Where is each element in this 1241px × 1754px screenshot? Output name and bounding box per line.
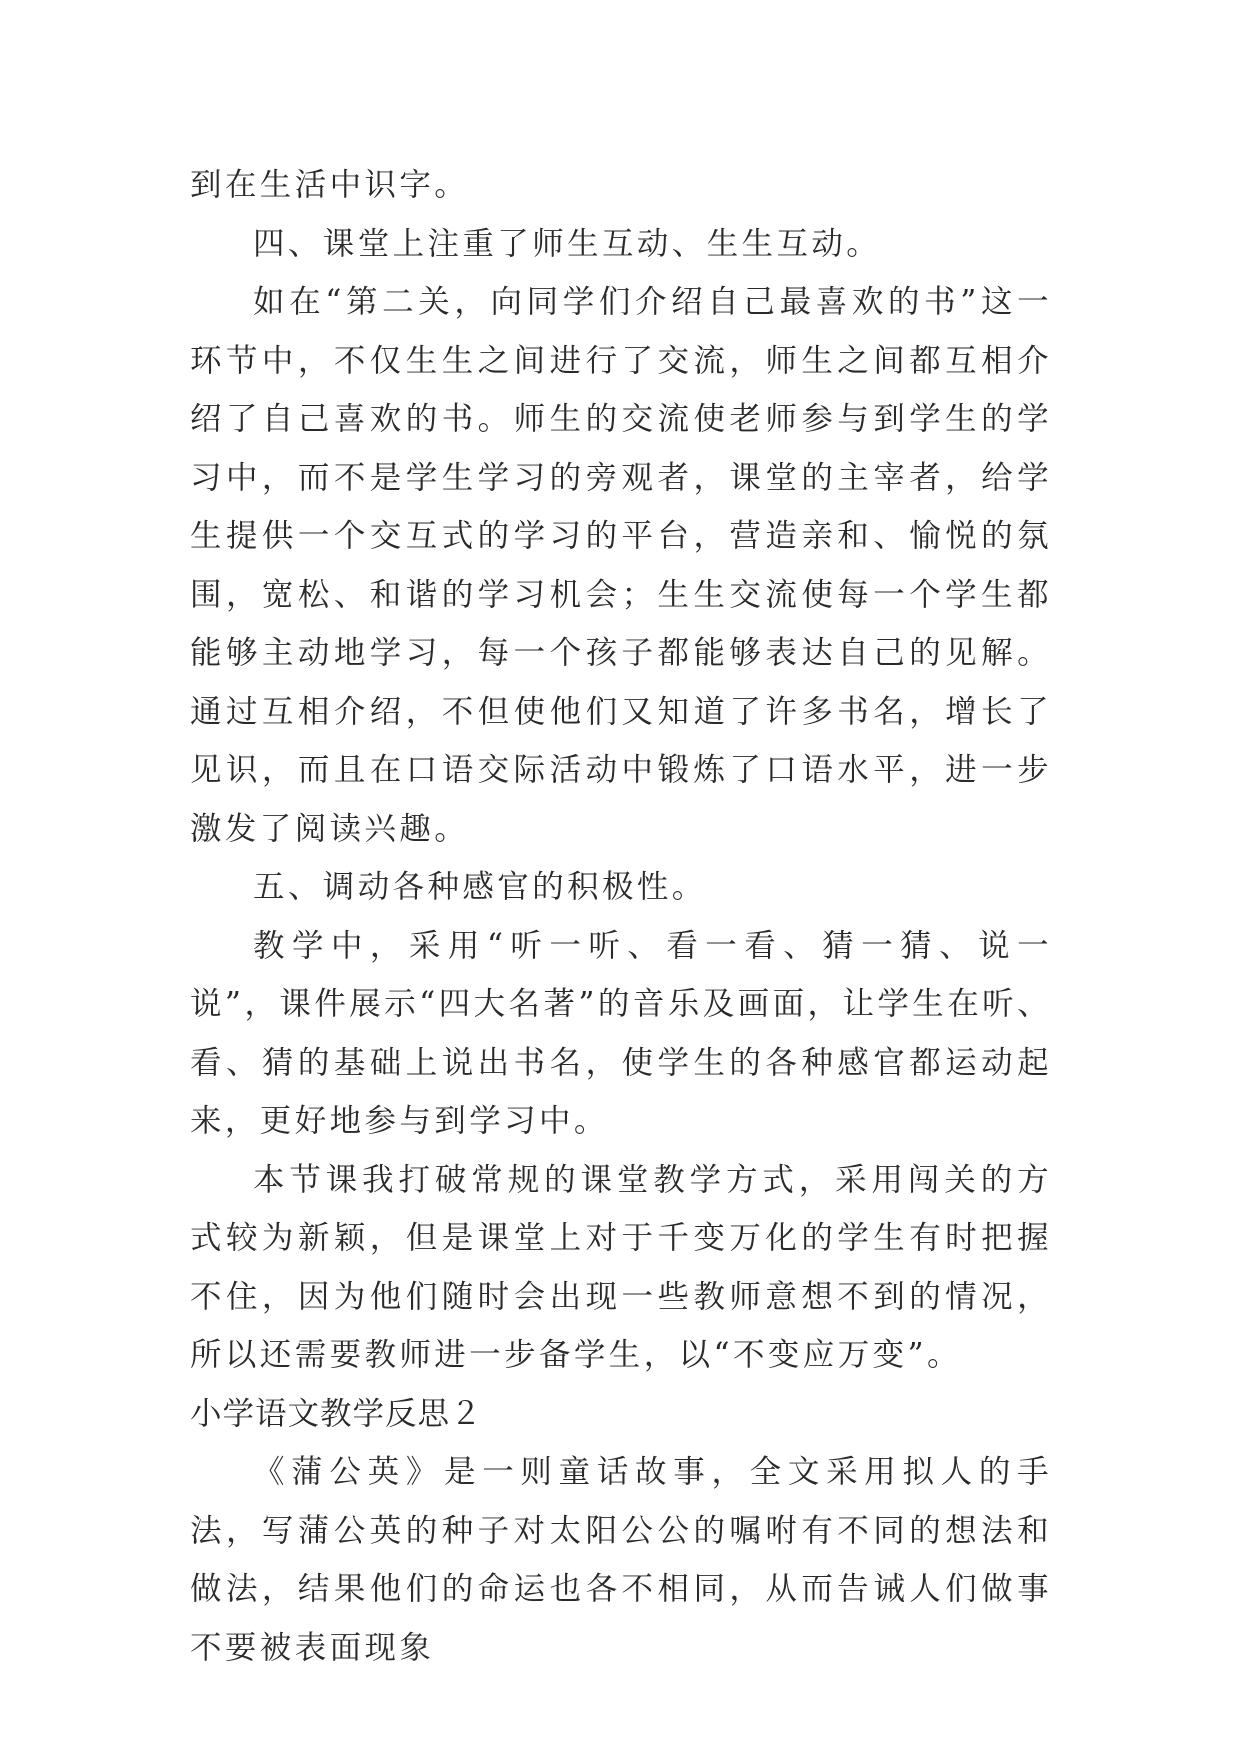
section-paragraph-1: 《蒲公英》是一则童话故事，全文采用拟人的手法，写蒲公英的种子对太阳公公的嘱咐有不同的想法和做法，结果他们的命运也各不相同，从而告诫人们做事不要被表面现象 [190,1454,1052,1666]
paragraph-heading-5: 五、调动各种感官的积极性。 [253,869,707,905]
document-body [190,156,1052,1677]
paragraph-3: 如在“第二关，向同学们介绍自己最喜欢的书”这一环节中，不仅生生之间进行了交流，师生之间都互相介绍了自己喜欢的书。师生的交流使老师参与到学生的学习中，而不是学生学习的旁观者，课堂的主宰者，给学生提供一个交互式的学习的平台，营造亲和、愉悦的氛围，宽松、和谐的学习机会；生生交流使每一个学生都能够主动地学习，每一个孩子都能够表达自己的见解。通过互相介绍，不但使他们又知道了许多书名，增长了见识，而且在口语交际活动中锻炼了口语水平，进一步激发了阅读兴趣。 [190,284,1052,847]
paragraph-heading-4: 四、课堂上注重了师生互动、生生互动。 [253,225,882,262]
paragraph-1: 到在生活中识字。 [190,167,470,203]
section-title: 小学语文教学反思２ [190,1395,483,1432]
paragraph-6: 本节课我打破常规的课堂教学方式，采用闯关的方式较为新颖，但是课堂上对于千变万化的学生有时把握不住，因为他们随时会出现一些教师意想不到的情况，所以还需要教师进一步备学生，以“不变应万变”。 [190,1161,1052,1373]
paragraph-5: 教学中，采用“听一听、看一看、猜一猜、说一说”，课件展示“四大名著”的音乐及画面，让学生在听、看、猜的基础上说出书名，使学生的各种感官都运动起来，更好地参与到学习中。 [190,927,1052,1139]
